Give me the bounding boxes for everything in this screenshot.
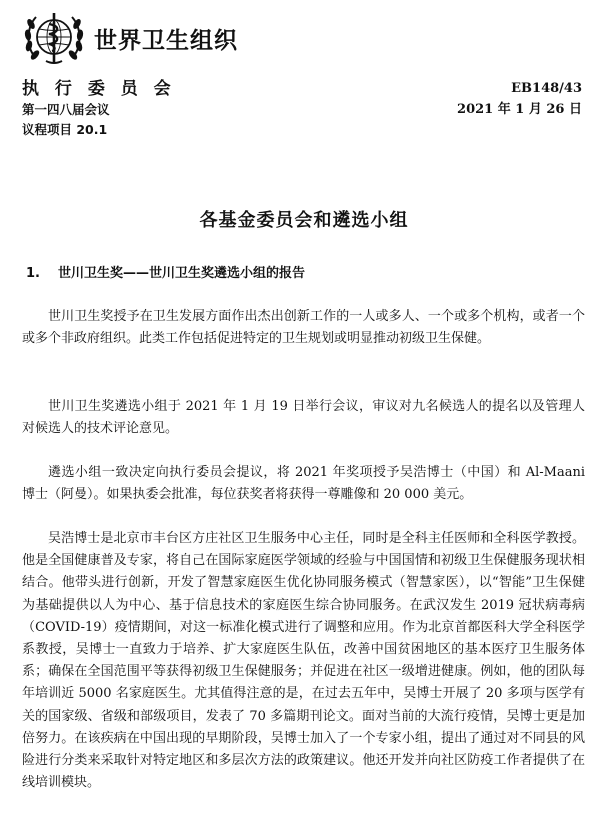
section-heading xyxy=(26,262,305,281)
document-title: 各基金委员会和遴选小组 xyxy=(199,210,409,231)
paragraph: 世川卫生奖授予在卫生发展方面作出杰出创新工作的一人或多人、一个或多个机构，或者一个或多个非政府组织。此类工作包括促进特定的卫生规划或明显推动初级卫生保健。 xyxy=(22,309,585,347)
session-label: 第一四八届会议 xyxy=(22,102,110,117)
org-name: 世界卫生组织 xyxy=(94,28,238,54)
document-header xyxy=(22,8,582,66)
document-meta-right xyxy=(457,78,582,120)
section-number: 1. xyxy=(26,266,40,281)
document-meta-left xyxy=(22,78,176,140)
agenda-item: 议程项目 20.1 xyxy=(22,122,108,137)
board-name: 执 行 委 员 会 xyxy=(22,79,176,99)
document-code: EB148/43 xyxy=(511,81,582,96)
document-date: 2021 年 1 月 26 日 xyxy=(457,102,582,117)
section-title: 世川卫生奖——世川卫生奖遴选小组的报告 xyxy=(58,266,306,281)
paragraph: 世川卫生奖遴选小组于 2021 年 1 月 19 日举行会议，审议对九名候选人的提名以及管理人对候选人的技术评论意见。 xyxy=(22,399,585,437)
paragraph: 吴浩博士是北京市丰台区方庄社区卫生服务中心主任，同时是全科主任医师和全科医学教授。他是全国健康普及专家，将自己在国际家庭医学领域的经验与中国国情和初级卫生保健服务现状相结合。他带头进行创新，开发了智慧家庭医生优化协同服务模式（智慧家医），以“智能”卫生保健为基础提供以人为中心、基于信息技术的家庭医生综合协同服务。在武汉发生 2019 冠状病毒病（COVID-19）疫情期间，对这一标准化模式进行了调整和应用。作为北京首都医科大学全科医学系教授，吴博士一直致力于培养、扩大家庭医生队伍，改善中国贫困地区的基本医疗卫生服务体系；确保在全国范围平等获得初级卫生保健服务；并促进在社区一级增进健康。例如，他的团队每年培训近 5000 名家庭医生。尤其值得注意的是，在过去五年中，吴博士开展了 20 多项与医学有关的国家级、省级和部级项目，发表了 70 多篇期刊论文。面对当前的大流行疫情，吴博士更是加倍努力。在该疾病在中国出现的早期阶段，吴博士加入了一个专家小组，提出了通过对不同县的风险进行分类来采取针对特定地区和多层次方法的政策建议。他还开发并向社区防疫工作者提供了在线培训模块。 xyxy=(22,531,585,791)
paragraph: 遴选小组一致决定向执行委员会提议，将 2021 年奖项授予吴浩博士（中国）和 Al-Maani 博士（阿曼）。如果执委会批准，每位获奖者将获得一尊雕像和 20 000 美元。 xyxy=(22,465,585,503)
who-emblem-icon xyxy=(22,8,86,66)
